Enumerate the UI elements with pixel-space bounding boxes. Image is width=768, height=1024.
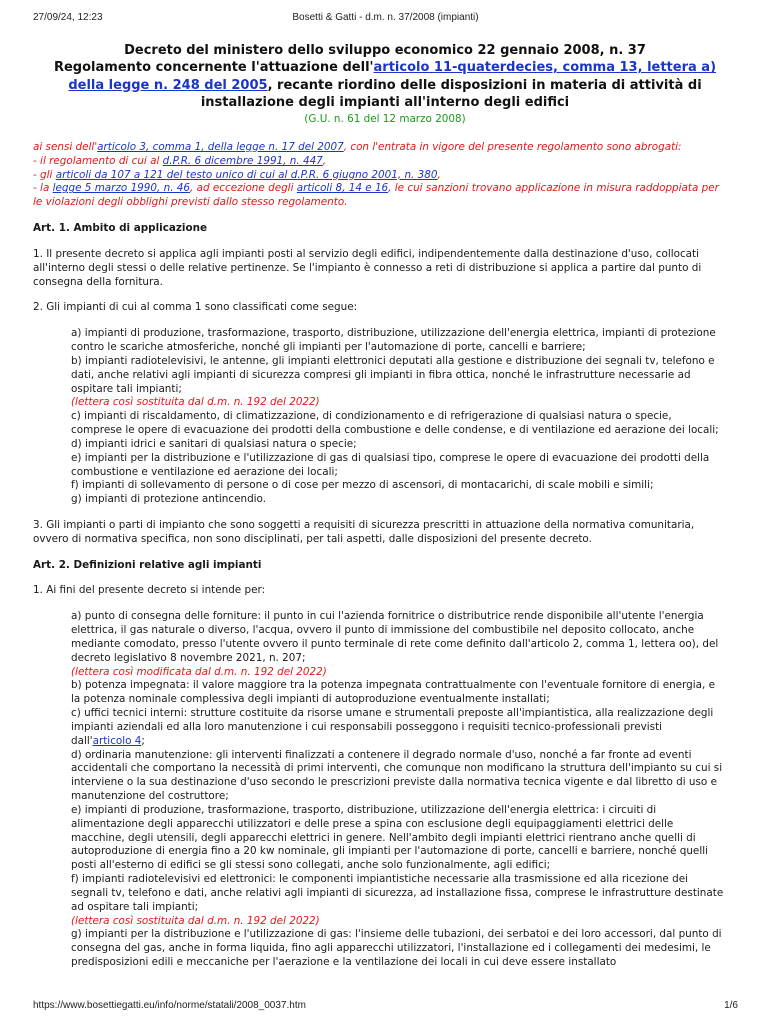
text: ; xyxy=(141,734,145,747)
articolo-4-link[interactable]: articolo 4 xyxy=(92,734,142,747)
title-post: , recante riordino delle disposizioni in materia di attività di installazione degli impianti all'interno degli edifici xyxy=(200,77,702,110)
art2-title: Art. 2. Definizioni relative agli impianti xyxy=(33,558,262,571)
dpr-447-1991-link[interactable]: d.P.R. 6 dicembre 1991, n. 447 xyxy=(162,154,323,167)
text: - la xyxy=(33,182,53,195)
list-item: a) punto di consegna delle forniture: il punto in cui l'azienda fornitrice o distributrice rende disponibile all'utente l'energia elettrica, il gas naturale o diverso, l'acqua, ovvero il punto di immissione del combustibile nel deposito collocato, anche mediante comodato, presso l'utente ovvero il punto terminale di rete come definito dall'articolo 2, comma 1, lettera oo), del decreto legislativo 8 novembre 2021, n. 207; xyxy=(71,610,719,664)
list-item: e) impianti di produzione, trasformazione, trasporto, distribuzione, utilizzazione dell'energia elettrica: i circuiti di alimentazione degli apparecchi utilizzatori e delle prese a spina con esclusione degli equipaggiamenti elettrici delle macchine, degli utensili, degli apparecchi elettrici in genere. Nell'ambito degli impianti elettrici rientrano anche quelli di autoproduzione di energia fino a 20 kw nominale, gli impianti per l'automazione di porte, cancelli e barriere, nonché quelli posti all'esterno di edifici se gli stessi sono collegati, anche solo funzionalmente, agli edifici; xyxy=(71,803,708,872)
art1-list xyxy=(71,327,724,507)
abrogation-line xyxy=(33,169,724,183)
document-content xyxy=(33,42,724,990)
amendment-note: (lettera così sostituita dal d.m. n. 192 del 2022) xyxy=(71,914,320,927)
print-header xyxy=(33,12,738,26)
amendment-note: (lettera così sostituita dal d.m. n. 192 del 2022) xyxy=(71,396,320,409)
title-law-link[interactable]: articolo 11-quaterdecies, comma 13, lettera a) della legge n. 248 del 2005 xyxy=(68,60,717,93)
text: , con l'entrata in vigore del presente regolamento sono abrogati: xyxy=(343,140,682,153)
text: - gli xyxy=(33,168,56,181)
gazzetta-ufficiale-ref: (G.U. n. 61 del 12 marzo 2008) xyxy=(304,113,466,126)
list-item: g) impianti per la distribuzione e l'utilizzazione di gas: l'insieme delle tubazioni, dei serbatoi e dei loro accessori, dal punto di consegna del gas, anche in forma liquida, fino agli apparecchi utilizzatori, l'installazione ed i collegamenti dei medesimi, le predisposizioni edili e meccaniche per l'aerazione e la ventilazione dei locali in cui deve essere installato xyxy=(71,928,722,969)
list-item xyxy=(71,707,724,748)
art2-list xyxy=(71,610,724,970)
art1-title: Art. 1. Ambito di applicazione xyxy=(33,222,208,235)
title-pre: Regolamento concernente l'attuazione dell' xyxy=(53,60,374,76)
list-item: d) impianti idrici e sanitari di qualsiasi natura o specie; xyxy=(71,437,357,450)
articles-8-14-16-link[interactable]: articoli 8, 14 e 16 xyxy=(296,182,389,195)
print-header-date: 27/09/24, 12:23 xyxy=(33,12,103,23)
list-item: d) ordinaria manutenzione: gli interventi finalizzati a contenere il degrado normale d'uso, nonché a far fronte ad eventi accidentali che comportano la necessità di primi interventi, che comunque non modificano la struttura dell'impianto su cui si interviene o la sua destinazione d'uso secondo le prescrizioni previste dalla normativa tecnica vigente e dal libretto di uso e manutenzione del costruttore; xyxy=(71,748,723,803)
text: , xyxy=(322,154,327,167)
title-line1: Decreto del ministero dello sviluppo economico 22 gennaio 2008, n. 37 xyxy=(124,43,646,58)
text: ai sensi dell' xyxy=(33,140,98,153)
page-url: https://www.bosettiegatti.eu/info/norme/statali/2008_0037.htm xyxy=(33,1000,306,1011)
law-17-2007-link[interactable]: articolo 3, comma 1, della legge n. 17 del 2007 xyxy=(97,140,344,153)
law-46-1990-link[interactable]: legge 5 marzo 1990, n. 46 xyxy=(52,182,191,195)
list-item: a) impianti di produzione, trasformazione, trasporto, distribuzione, utilizzazione dell'energia elettrica, impianti di protezione contro le scariche atmosferiche, nonché gli impianti per l'automazione di porte, cancelli e barriere; xyxy=(71,327,716,354)
print-footer xyxy=(33,1000,738,1014)
art1-comma2: 2. Gli impianti di cui al comma 1 sono classificati come segue: xyxy=(33,301,358,314)
text: , xyxy=(437,168,441,181)
abrogation-line xyxy=(33,182,724,210)
list-item: f) impianti radiotelevisivi ed elettronici: le componenti impiantistiche necessarie alla trasmissione ed alla ricezione dei segnali tv, telefono e dati, anche relativi agli impianti di sicurezza, ad installazione fissa, comprese le infrastrutture destinate ad ospitare tali impianti; xyxy=(71,873,724,913)
art1-comma1: 1. Il presente decreto si applica agli impianti posti al servizio degli edifici, indipendentemente dalla destinazione d'uso, collocati all'interno degli stessi o delle relative pertinenze. Se l'impianto è connesso a reti di distribuzione si applica a partire dal punto di consegna della fornitura. xyxy=(33,247,702,288)
amendment-note: (lettera così modificata dal d.m. n. 192 del 2022) xyxy=(71,665,327,678)
text: c) uffici tecnici interni: strutture costituite da risorse umane e strumentali preposte all'impiantistica, alla realizzazione degli impianti aziendali ed alla loro manutenzione i cui responsabili posseggono i requisiti tecnico-professionali previsti dall' xyxy=(71,707,714,747)
art2-comma1: 1. Ai fini del presente decreto si intende per: xyxy=(33,584,266,597)
list-item: g) impianti di protezione antincendio. xyxy=(71,493,267,506)
list-item: b) potenza impegnata: il valore maggiore tra la potenza impegnata contrattualmente con l'eventuale fornitore di energia, e la potenza nominale complessiva degli impianti di autoproduzione eventualmente installati; xyxy=(71,679,716,706)
print-header-title: Bosetti & Gatti - d.m. n. 37/2008 (impianti) xyxy=(292,12,479,23)
art1-comma3: 3. Gli impianti o parti di impianto che sono soggetti a requisiti di sicurezza prescritti in attuazione della normativa comunitaria, ovvero di normativa specifica, non sono disciplinati, per tali aspetti, dalle disposizioni del presente decreto. xyxy=(33,519,695,545)
list-item: f) impianti di sollevamento di persone o di cose per mezzo di ascensori, di montacarichi, di scale mobili e simili; xyxy=(71,479,654,492)
document-title xyxy=(46,42,724,111)
abrogation-line xyxy=(33,141,724,155)
abrogation-notes xyxy=(33,141,724,210)
text: , ad eccezione degli xyxy=(190,182,297,195)
list-item: c) impianti di riscaldamento, di climatizzazione, di condizionamento e di refrigerazione di qualsiasi natura o specie, comprese le opere di evacuazione dei prodotti della combustione e delle condense, e di ventilazione ed aerazione dei locali; xyxy=(71,410,719,437)
list-item: b) impianti radiotelevisivi, le antenne, gli impianti elettronici deputati alla gestione e distribuzione dei segnali tv, telefono e dati, anche relativi agli impianti di sicurezza compresi gli impianti in fibra ottica, nonché le infrastrutture necessarie ad ospitare tali impianti; xyxy=(71,354,715,395)
page-number: 1/6 xyxy=(724,1000,738,1011)
abrogation-line xyxy=(33,155,724,169)
list-item: e) impianti per la distribuzione e l'utilizzazione di gas di qualsiasi tipo, comprese le opere di evacuazione dei prodotti della combustione e ventilazione ed aerazione dei locali; xyxy=(71,451,710,478)
dpr-380-2001-link[interactable]: articoli da 107 a 121 del testo unico di cui al d.P.R. 6 giugno 2001, n. 380 xyxy=(55,168,438,181)
text: - il regolamento di cui al xyxy=(33,154,163,167)
text: , le cui sanzioni trovano applicazione in misura raddoppiata per le violazioni degli obblighi previsti dallo stesso regolamento. xyxy=(33,182,719,209)
